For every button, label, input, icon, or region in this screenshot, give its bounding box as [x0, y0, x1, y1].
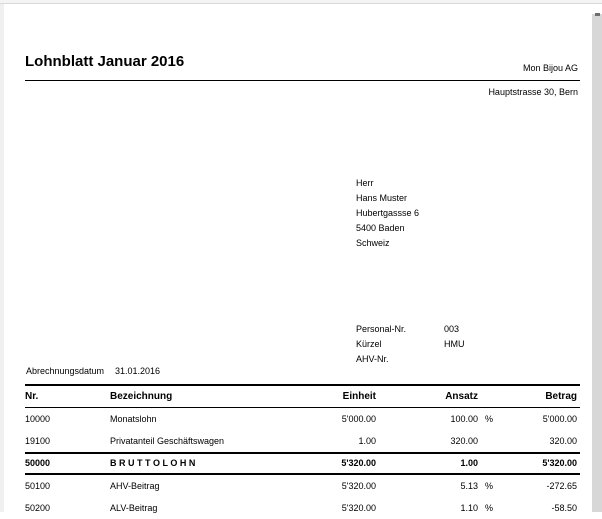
- page-title: Lohnblatt Januar 2016: [25, 53, 185, 70]
- cell-nr: 19100: [25, 436, 51, 446]
- cell-nr: 50000: [25, 458, 51, 468]
- employee-kuerzel-row: [356, 337, 465, 352]
- recipient-city: 5400 Baden: [356, 223, 405, 233]
- cell-bezeichnung: Privatanteil Geschäftswagen: [110, 436, 225, 446]
- cell-einheit: 5'320.00: [341, 503, 376, 513]
- company-name: Mon Bijou AG: [522, 63, 578, 73]
- employee-personal-nr-row: [356, 322, 465, 337]
- vertical-scrollbar[interactable]: [592, 14, 602, 512]
- cell-ansatz: 320.00: [450, 436, 478, 446]
- window-border-left: [0, 4, 4, 512]
- cell-einheit: 5'320.00: [341, 458, 376, 468]
- personal-nr-value: 003: [444, 324, 460, 334]
- recipient-name: Hans Muster: [356, 193, 408, 203]
- cell-ansatz: 1.10 %: [460, 503, 493, 513]
- cell-betrag: -272.65: [546, 481, 577, 491]
- header-bezeichnung: Bezeichnung: [110, 391, 173, 402]
- employee-ahv-nr-row: [356, 352, 465, 367]
- cell-betrag: 320.00: [549, 436, 577, 446]
- table-row: [25, 408, 580, 430]
- cell-betrag: 5'320.00: [542, 458, 577, 468]
- cell-einheit: 5'000.00: [341, 414, 376, 424]
- cell-einheit: 1.00: [358, 436, 376, 446]
- cell-ansatz: 100.00 %: [450, 414, 493, 424]
- ahv-nr-label: AHV-Nr.: [356, 354, 389, 364]
- settlement-date-label: Abrechnungsdatum: [26, 366, 105, 376]
- cell-bezeichnung: B R U T T O L O H N: [110, 458, 196, 468]
- scrollbar-thumb-top[interactable]: [595, 13, 600, 16]
- table-row: [25, 497, 580, 519]
- cell-nr: 50200: [25, 503, 51, 513]
- cell-ansatz: 5.13 %: [460, 481, 493, 491]
- personal-nr-label: Personal-Nr.: [356, 324, 407, 334]
- cell-betrag: -58.50: [551, 503, 577, 513]
- header-betrag: Betrag: [545, 391, 577, 402]
- settlement-date-value: 31.01.2016: [115, 366, 161, 376]
- window-border-top: [0, 0, 602, 4]
- recipient-salutation: Herr: [356, 178, 374, 188]
- cell-bezeichnung: ALV-Beitrag: [110, 503, 158, 513]
- company-address: Hauptstrasse 30, Bern: [488, 87, 578, 97]
- cell-betrag: 5'000.00: [542, 414, 577, 424]
- title-divider: [25, 80, 580, 81]
- recipient-street: Hubertgassse 6: [356, 208, 420, 218]
- table-header-row: [25, 386, 580, 407]
- wage-table: [25, 384, 580, 519]
- kuerzel-value: HMU: [444, 339, 465, 349]
- cell-bezeichnung: AHV-Beitrag: [110, 481, 160, 491]
- kuerzel-label: Kürzel: [356, 339, 382, 349]
- cell-nr: 10000: [25, 414, 51, 424]
- cell-ansatz: 1.00: [460, 458, 478, 468]
- recipient-country: Schweiz: [356, 238, 390, 248]
- cell-nr: 50100: [25, 481, 51, 491]
- recipient-address-block: [356, 176, 419, 251]
- cell-einheit: 5'320.00: [341, 481, 376, 491]
- header-einheit: Einheit: [342, 391, 376, 402]
- table-row-bruttolohn: [25, 454, 580, 473]
- cell-bezeichnung: Monatslohn: [110, 414, 157, 424]
- header-nr: Nr.: [25, 391, 39, 402]
- table-row: [25, 475, 580, 497]
- settlement-date-row: [26, 366, 160, 376]
- table-row: [25, 430, 580, 452]
- header-ansatz: Ansatz: [445, 391, 478, 402]
- employee-info-block: [356, 322, 465, 367]
